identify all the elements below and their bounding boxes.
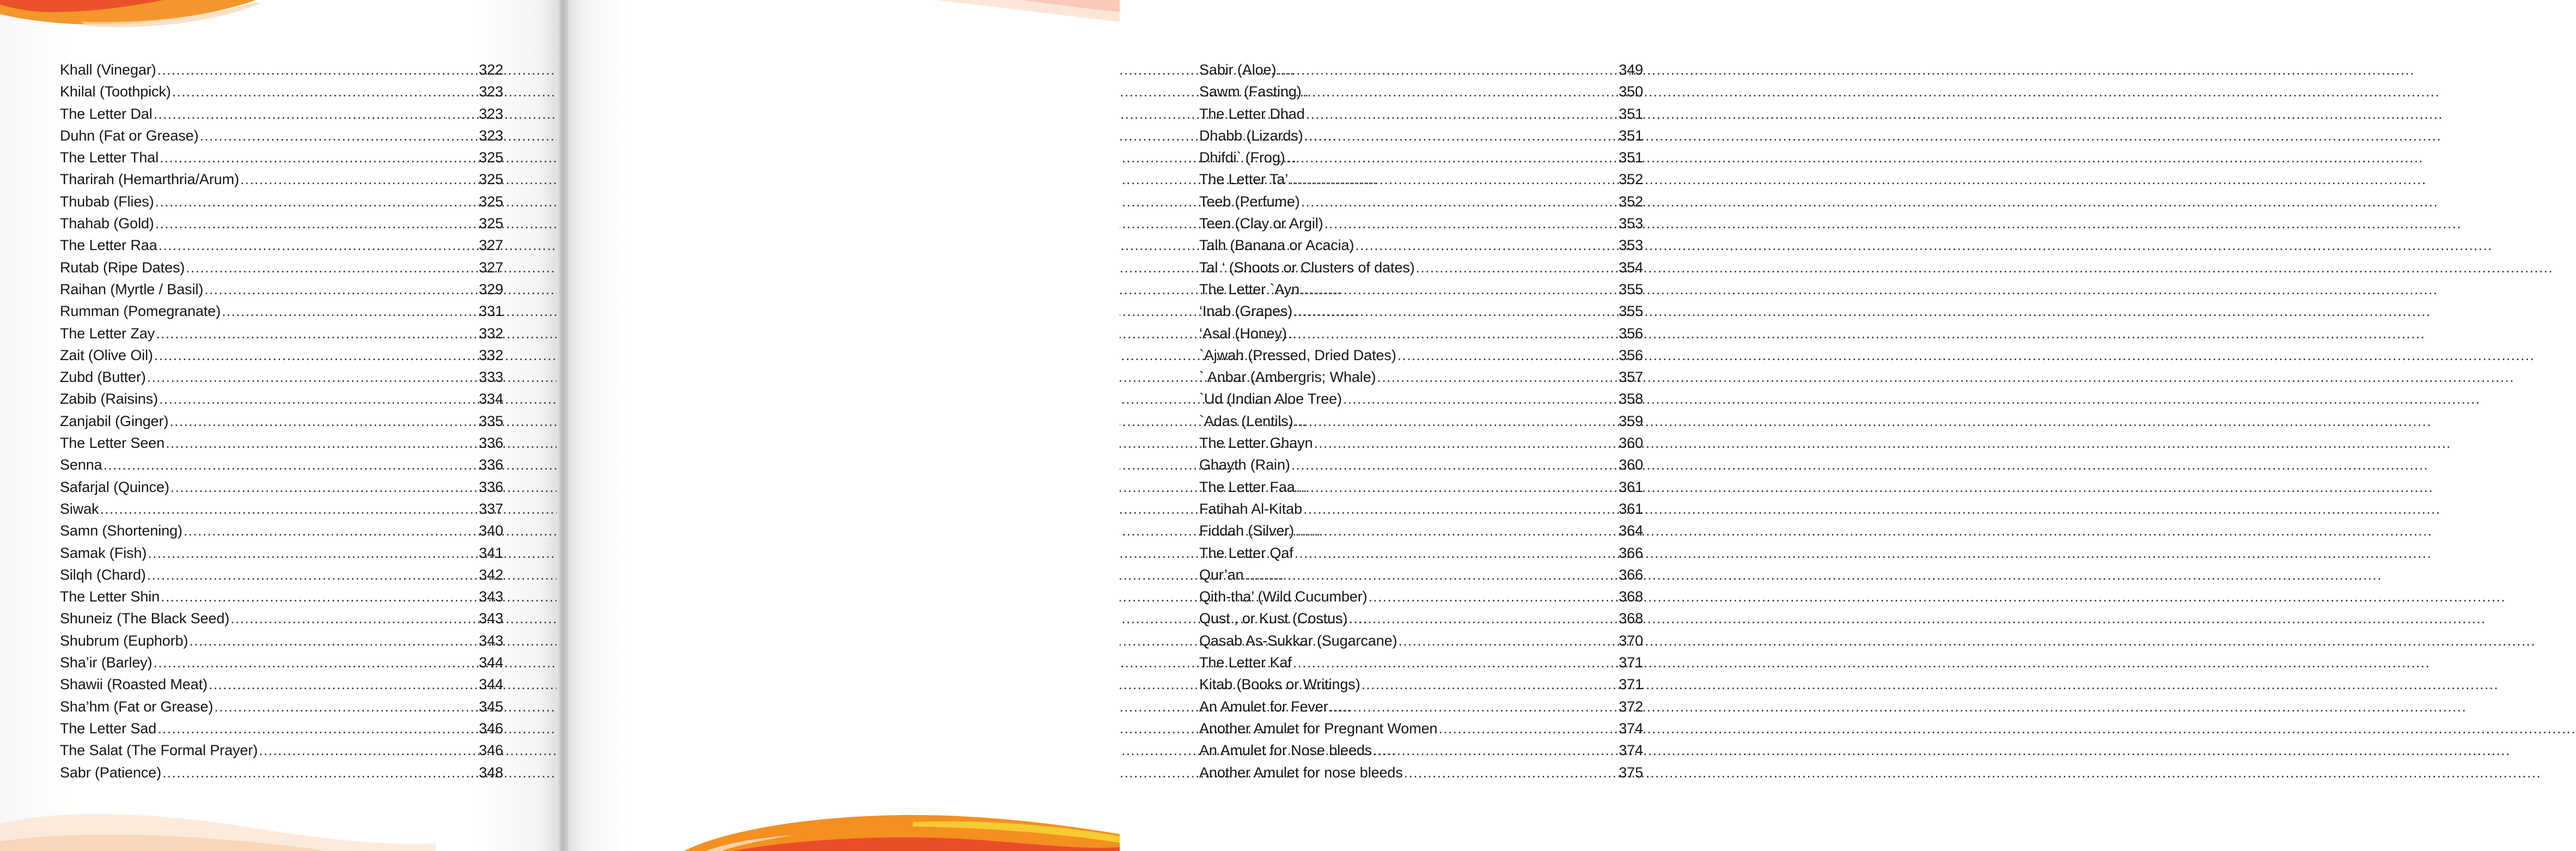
toc-entry — [1199, 742, 1643, 764]
toc-entry — [60, 106, 503, 127]
entry-page-number: 359 — [1619, 412, 1643, 429]
entry-title: Samn (Shortening) — [60, 522, 182, 539]
entry-title: The Salat (The Formal Prayer) — [60, 742, 258, 759]
swoosh-bottom-left — [0, 791, 436, 851]
dot-leader — [259, 742, 478, 759]
toc-entry — [1199, 325, 1643, 347]
entry-title: Fiddah (Silver) — [1199, 522, 1295, 539]
entry-page-number: 334 — [479, 391, 503, 408]
entry-page-number: 329 — [479, 281, 503, 297]
entry-page-number: 343 — [479, 632, 503, 649]
entry-title: Fatihah Al-Kitab — [1199, 500, 1303, 517]
dot-leader — [230, 610, 478, 627]
entry-page-number: 366 — [1619, 566, 1643, 583]
entry-title: Sabr (Patience) — [60, 764, 162, 781]
entry-title: Teeb (Perfume) — [1199, 193, 1300, 210]
entry-page-number: 327 — [479, 237, 503, 254]
dot-leader — [204, 281, 478, 298]
entry-page-number: 323 — [479, 83, 503, 100]
entry-title: Khall (Vinegar) — [60, 62, 156, 78]
dot-leader — [240, 171, 478, 188]
entry-title: Zabib (Raisins) — [60, 391, 158, 408]
entry-title: Sha’ir (Barley) — [60, 654, 152, 671]
dot-leader — [1324, 215, 1618, 232]
entry-page-number: 374 — [1619, 720, 1643, 737]
dot-leader — [1288, 325, 1617, 342]
entry-title: The Letter Kaf — [1199, 654, 1292, 671]
entry-title: Khilal (Toothpick) — [60, 83, 171, 100]
entry-page-number: 336 — [479, 457, 503, 473]
entry-page-number: 332 — [479, 347, 503, 363]
entry-page-number: 340 — [479, 522, 503, 539]
toc-right-list — [1199, 62, 1643, 786]
toc-entry — [1199, 567, 1643, 588]
entry-title: Qust , or Kust (Costus) — [1199, 610, 1348, 627]
entry-page-number: 322 — [479, 62, 503, 78]
dot-leader — [1377, 369, 1618, 386]
entry-page-number: 358 — [1619, 391, 1643, 408]
entry-title: Shawii (Roasted Meat) — [60, 676, 208, 693]
entry-title: Sabir (Aloe) — [1199, 62, 1277, 78]
dot-leader — [1438, 720, 1617, 737]
swoosh-top-right — [891, 0, 1120, 38]
toc-entry — [60, 610, 503, 632]
entry-title: Zait (Olive Oil) — [60, 347, 153, 363]
entry-title: Raihan (Myrtle / Basil) — [60, 281, 204, 297]
entry-page-number: 372 — [1619, 698, 1643, 715]
entry-title: The Letter Sad — [60, 720, 157, 737]
entry-title: ‘Asal (Honey) — [1199, 325, 1287, 342]
entry-title: Shubrum (Euphorb) — [60, 632, 188, 649]
entry-title: Tharirah (Hemarthria/Arum) — [60, 171, 239, 188]
toc-entry — [60, 676, 503, 698]
toc-entry — [1199, 435, 1643, 457]
entry-page-number: 371 — [1619, 654, 1643, 671]
toc-entry — [1199, 281, 1643, 303]
entry-page-number: 323 — [479, 127, 503, 144]
toc-entry — [60, 127, 503, 149]
entry-title: An Amulet for Fever — [1199, 698, 1328, 715]
entry-title: Dhifdi` (Frog) — [1199, 149, 1285, 166]
entry-page-number: 368 — [1619, 588, 1643, 605]
dot-leader — [1277, 62, 1617, 78]
toc-entry — [1199, 654, 1643, 676]
entry-page-number: 344 — [479, 676, 503, 693]
toc-entry — [1199, 259, 1643, 281]
dot-leader — [1303, 83, 1618, 100]
entry-page-number: 361 — [1619, 478, 1643, 495]
entry-page-number: 325 — [479, 171, 503, 188]
toc-entry — [1199, 303, 1643, 325]
entry-page-number: 351 — [1619, 149, 1643, 166]
entry-title: Rutab (Ripe Dates) — [60, 259, 185, 276]
entry-page-number: 374 — [1619, 742, 1643, 759]
entry-page-number: 345 — [479, 698, 503, 715]
toc-entry — [60, 501, 503, 522]
dot-leader — [1398, 633, 1617, 649]
entry-page-number: 350 — [1619, 83, 1643, 100]
entry-page-number: 325 — [479, 149, 503, 166]
entry-title: Another Amulet for Pregnant Women — [1199, 720, 1438, 737]
entry-title: Kitab (Books or Writings) — [1199, 676, 1360, 693]
entry-title: The Letter Ghayn — [1199, 435, 1313, 452]
entry-title: Thahab (Gold) — [60, 215, 154, 232]
dot-leader — [1301, 193, 1618, 210]
toc-entry — [1199, 588, 1643, 610]
entry-title: Silqh (Chard) — [60, 566, 146, 583]
toc-entry — [1199, 127, 1643, 149]
dot-leader — [1244, 567, 1617, 583]
dot-leader — [103, 457, 478, 473]
entry-page-number: 343 — [479, 610, 503, 627]
dot-leader — [1329, 698, 1618, 715]
toc-entry — [1199, 413, 1643, 435]
entry-title: The Letter Ta’ — [1199, 171, 1289, 188]
entry-page-number: 346 — [479, 720, 503, 737]
entry-page-number: 343 — [479, 588, 503, 605]
dot-leader — [159, 391, 478, 408]
dot-leader — [166, 435, 478, 452]
entry-page-number: 333 — [479, 369, 503, 386]
dot-leader — [1295, 545, 1618, 562]
entry-title: Zanjabil (Ginger) — [60, 412, 169, 429]
toc-entry — [60, 347, 503, 369]
toc-entry — [1199, 62, 1643, 83]
toc-entry — [60, 522, 503, 544]
toc-entry — [60, 281, 503, 303]
toc-entry — [60, 193, 503, 215]
entry-page-number: 327 — [479, 259, 503, 276]
entry-title: The Letter Seen — [60, 435, 165, 452]
entry-title: Duhn (Fat or Grease) — [60, 127, 199, 144]
entry-title: The Letter Raa — [60, 237, 157, 254]
entry-page-number: 364 — [1619, 522, 1643, 539]
dot-leader — [1303, 501, 1617, 518]
toc-entry — [1199, 522, 1643, 544]
toc-entry — [60, 457, 503, 478]
entry-page-number: 355 — [1619, 281, 1643, 297]
dot-leader — [160, 149, 478, 166]
dot-leader — [148, 545, 478, 562]
dot-leader — [154, 106, 478, 123]
entry-title: The Letter Dhad — [1199, 105, 1305, 122]
right-page — [561, 0, 1643, 851]
entry-title: Samak (Fish) — [60, 544, 147, 561]
entry-title: Qith-tha’ (Wild Cucumber) — [1199, 588, 1368, 605]
entry-title: The Letter Zay — [60, 325, 155, 342]
entry-page-number: 351 — [1619, 105, 1643, 122]
toc-entry — [1199, 479, 1643, 501]
entry-title: Teen (Clay or Argil) — [1199, 215, 1323, 232]
entry-page-number: 353 — [1619, 215, 1643, 232]
toc-entry — [1199, 149, 1643, 171]
entry-page-number: 348 — [479, 764, 503, 781]
dot-leader — [1295, 413, 1618, 430]
toc-entry — [60, 303, 503, 325]
toc-entry — [60, 325, 503, 347]
dot-leader — [172, 83, 478, 100]
entry-title: Qasab As-Sukkar (Sugarcane) — [1199, 632, 1397, 649]
entry-page-number: 346 — [479, 742, 503, 759]
toc-entry — [1199, 347, 1643, 369]
dot-leader — [1416, 259, 1618, 276]
toc-entry — [1199, 171, 1643, 193]
toc-entry — [60, 237, 503, 259]
entry-page-number: 336 — [479, 478, 503, 495]
toc-entry — [1199, 106, 1643, 127]
entry-page-number: 349 — [1619, 62, 1643, 78]
entry-page-number: 341 — [479, 544, 503, 561]
entry-page-number: 337 — [479, 500, 503, 517]
toc-entry — [60, 83, 503, 105]
toc-entry — [60, 567, 503, 588]
toc-entry — [60, 654, 503, 676]
toc-entry — [60, 698, 503, 720]
swoosh-bottom-right — [684, 788, 1120, 851]
entry-page-number: 375 — [1619, 764, 1643, 781]
toc-entry — [1199, 633, 1643, 654]
entry-page-number: 335 — [479, 412, 503, 429]
dot-leader — [1291, 457, 1617, 473]
toc-entry — [60, 62, 503, 83]
dot-leader — [1293, 654, 1618, 671]
toc-left-list — [60, 62, 503, 786]
entry-page-number: 366 — [1619, 544, 1643, 561]
entry-title: ‘Inab (Grapes) — [1199, 303, 1293, 320]
left-page — [0, 0, 561, 851]
entry-title: Ghayth (Rain) — [1199, 457, 1290, 473]
toc-entry — [1199, 501, 1643, 522]
entry-page-number: 370 — [1619, 632, 1643, 649]
toc-entry — [60, 633, 503, 654]
dot-leader — [1293, 303, 1617, 320]
dot-leader — [1286, 149, 1618, 166]
dot-leader — [157, 720, 478, 737]
toc-entry — [1199, 369, 1643, 391]
toc-entry — [1199, 545, 1643, 567]
entry-title: Shuneiz (The Black Seed) — [60, 610, 230, 627]
dot-leader — [222, 303, 478, 320]
toc-entry — [60, 742, 503, 764]
entry-page-number: 357 — [1619, 369, 1643, 386]
toc-entry — [1199, 391, 1643, 412]
toc-entry — [1199, 676, 1643, 698]
entry-page-number: 356 — [1619, 325, 1643, 342]
entry-title: Qur’an — [1199, 566, 1244, 583]
entry-title: `Ajwah (Pressed, Dried Dates) — [1199, 347, 1396, 363]
dot-leader — [1355, 237, 1617, 254]
dot-leader — [1369, 588, 1618, 605]
entry-title: The Letter Dal — [60, 105, 152, 122]
dot-leader — [147, 567, 478, 583]
dot-leader — [158, 237, 478, 254]
toc-entry — [1199, 83, 1643, 105]
entry-title: Dhabb (Lizards) — [1199, 127, 1303, 144]
entry-page-number: 361 — [1619, 500, 1643, 517]
entry-page-number: 355 — [1619, 303, 1643, 320]
entry-page-number: 344 — [479, 654, 503, 671]
entry-title: The Letter `Ayn — [1199, 281, 1300, 297]
toc-entry — [1199, 215, 1643, 237]
entry-page-number: 360 — [1619, 435, 1643, 452]
toc-entry — [60, 369, 503, 391]
entry-title: Sawm (Fasting) — [1199, 83, 1302, 100]
entry-page-number: 356 — [1619, 347, 1643, 363]
dot-leader — [1295, 522, 1617, 539]
entry-page-number: 352 — [1619, 171, 1643, 188]
toc-entry — [1199, 720, 1643, 742]
dot-leader — [156, 325, 478, 342]
dot-leader — [157, 62, 478, 78]
dot-leader — [169, 413, 478, 430]
dot-leader — [209, 676, 478, 693]
swoosh-top-left — [0, 0, 283, 38]
entry-page-number: 371 — [1619, 676, 1643, 693]
toc-entry — [60, 171, 503, 193]
entry-page-number: 352 — [1619, 193, 1643, 210]
entry-title: Tal ‘ (Shoots or Clusters of dates) — [1199, 259, 1415, 276]
dot-leader — [189, 633, 478, 649]
entry-title: Siwak — [60, 500, 99, 517]
toc-entry — [60, 413, 503, 435]
entry-page-number: 332 — [479, 325, 503, 342]
entry-page-number: 331 — [479, 303, 503, 320]
dot-leader — [214, 698, 478, 715]
dot-leader — [1289, 171, 1617, 188]
toc-entry — [1199, 698, 1643, 720]
entry-page-number: 360 — [1619, 457, 1643, 473]
entry-page-number: 368 — [1619, 610, 1643, 627]
toc-entry — [60, 391, 503, 412]
toc-entry — [1199, 457, 1643, 478]
toc-entry — [1199, 193, 1643, 215]
entry-title: ` Anbar (Ambergris; Whale) — [1199, 369, 1376, 386]
dot-leader — [1404, 764, 1618, 781]
dot-leader — [1314, 435, 1618, 452]
entry-page-number: 325 — [479, 193, 503, 210]
entry-page-number: 353 — [1619, 237, 1643, 254]
dot-leader — [186, 259, 478, 276]
dot-leader — [184, 522, 478, 539]
toc-entry — [60, 720, 503, 742]
entry-title: Zubd (Butter) — [60, 369, 146, 386]
dot-leader — [1306, 106, 1618, 123]
entry-title: Thubab (Flies) — [60, 193, 154, 210]
toc-entry — [60, 215, 503, 237]
entry-title: Talh (Banana or Acacia) — [1199, 237, 1354, 254]
dot-leader — [1296, 479, 1618, 496]
dot-leader — [1301, 281, 1617, 298]
entry-page-number: 325 — [479, 215, 503, 232]
entry-page-number: 354 — [1619, 259, 1643, 276]
entry-title: Sha’hm (Fat or Grease) — [60, 698, 213, 715]
toc-entry — [60, 545, 503, 567]
dot-leader — [155, 193, 478, 210]
toc-entry — [60, 435, 503, 457]
toc-entry — [1199, 764, 1643, 786]
dot-leader — [1397, 347, 1618, 364]
toc-entry — [60, 149, 503, 171]
dot-leader — [1343, 391, 1617, 408]
dot-leader — [200, 127, 478, 144]
entry-title: Safarjal (Quince) — [60, 478, 169, 495]
dot-leader — [100, 501, 478, 518]
dot-leader — [155, 215, 478, 232]
entry-title: The Letter Thal — [60, 149, 159, 166]
dot-leader — [154, 347, 478, 364]
toc-entry — [60, 764, 503, 786]
entry-title: Senna — [60, 457, 102, 473]
dot-leader — [147, 369, 478, 386]
toc-entry — [1199, 610, 1643, 632]
dot-leader — [1362, 676, 1618, 693]
entry-title: The Letter Shin — [60, 588, 160, 605]
entry-title: The Letter Faa — [1199, 478, 1295, 495]
book-gutter-shadow — [557, 0, 569, 851]
entry-title: An Amulet for Nose bleeds — [1199, 742, 1372, 759]
dot-leader — [1304, 127, 1618, 144]
dot-leader — [1373, 742, 1617, 759]
entry-title: Rumman (Pomegranate) — [60, 303, 221, 320]
entry-page-number: 336 — [479, 435, 503, 452]
entry-title: `Adas (Lentils) — [1199, 412, 1293, 429]
entry-page-number: 323 — [479, 105, 503, 122]
dot-leader — [1348, 610, 1617, 627]
dot-leader — [154, 654, 478, 671]
entry-title: `Ud (Indian Aloe Tree) — [1199, 391, 1342, 408]
toc-entry — [60, 259, 503, 281]
dot-leader — [161, 588, 478, 605]
entry-title: Another Amulet for nose bleeds — [1199, 764, 1403, 781]
dot-leader — [162, 764, 478, 781]
toc-entry — [60, 588, 503, 610]
dot-leader — [170, 479, 478, 496]
entry-page-number: 351 — [1619, 127, 1643, 144]
toc-entry — [1199, 237, 1643, 259]
entry-title: The Letter Qaf — [1199, 544, 1293, 561]
toc-entry — [60, 479, 503, 501]
entry-page-number: 342 — [479, 566, 503, 583]
